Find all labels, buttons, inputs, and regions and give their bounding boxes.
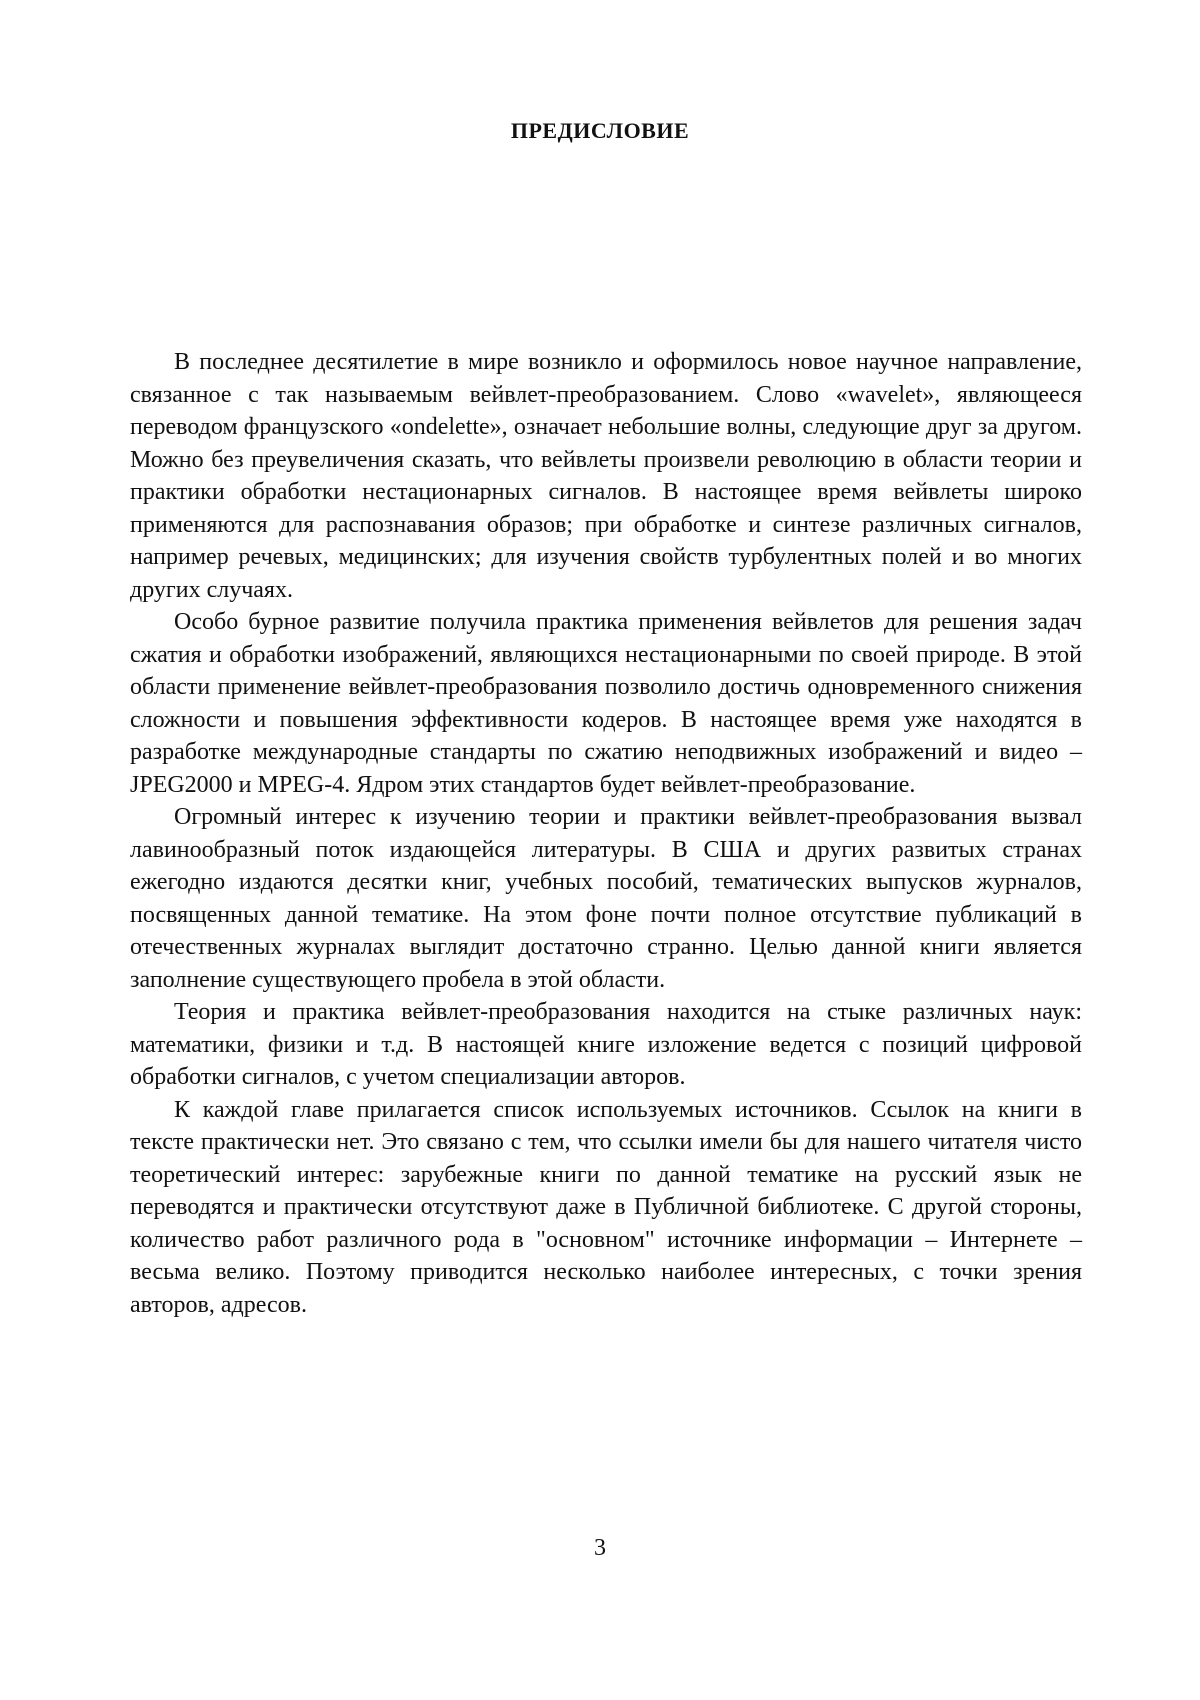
body-text — [130, 346, 1082, 1321]
page-title: ПРЕДИСЛОВИЕ — [510, 118, 690, 143]
paragraph: Особо бурное развитие получила практика применения вейвлетов для решения задач сжатия и обработки изображений, являющихся нестационарными по своей природе. В этой области применение вейвлет-преобразования позволило достичь одновременного снижения сложности и повышения эффективности кодеров. В настоящее время уже находятся в разработке международные стандарты по сжатию неподвижных изображений и видео – JPEG2000 и MPEG-4. Ядром этих стандартов будет вейвлет-преобразование. — [130, 609, 1082, 798]
page-number: 3 — [594, 1535, 606, 1561]
paragraph: Огромный интерес к изучению теории и практики вейвлет-преобразования вызвал лавинообразный поток издающейся литературы. В США и других развитых странах ежегодно издаются десятки книг, учебных пособий, тематических выпусков журналов, посвященных данной тематике. На этом фоне почти полное отсутствие публикаций в отечественных журналах выглядит достаточно странно. Целью данной книги является заполнение существующего пробела в этой области. — [130, 804, 1082, 993]
paragraph: Теория и практика вейвлет-преобразования находится на стыке различных наук: математики, физики и т.д. В настоящей книге изложение ведется с позиций цифровой обработки сигналов, с учетом специализации авторов. — [130, 999, 1082, 1090]
paragraph: В последнее десятилетие в мире возникло и оформилось новое научное направление, связанное с так называемым вейвлет-преобразованием. Слово «wavelet», являющееся переводом французского «ondelette», означает небольшие волны, следующие друг за другом. Можно без преувеличения сказать, что вейвлеты произвели революцию в области теории и практики обработки нестационарных сигналов. В настоящее время вейвлеты широко применяются для распознавания образов; при обработке и синтезе различных сигналов, например речевых, медицинских; для изучения свойств турбулентных полей и во многих других случаях. — [130, 349, 1082, 603]
paragraph: К каждой главе прилагается список используемых источников. Ссылок на книги в тексте практически нет. Это связано с тем, что ссылки имели бы для нашего читателя чисто теоретический интерес: зарубежные книги по данной тематике на русский язык не переводятся и практически отсутствуют даже в Публичной библиотеке. С другой стороны, количество работ различного рода в "основном" источнике информации – Интернете – весьма велико. Поэтому приводится несколько наиболее интересных, с точки зрения авторов, адресов. — [130, 1096, 1082, 1318]
